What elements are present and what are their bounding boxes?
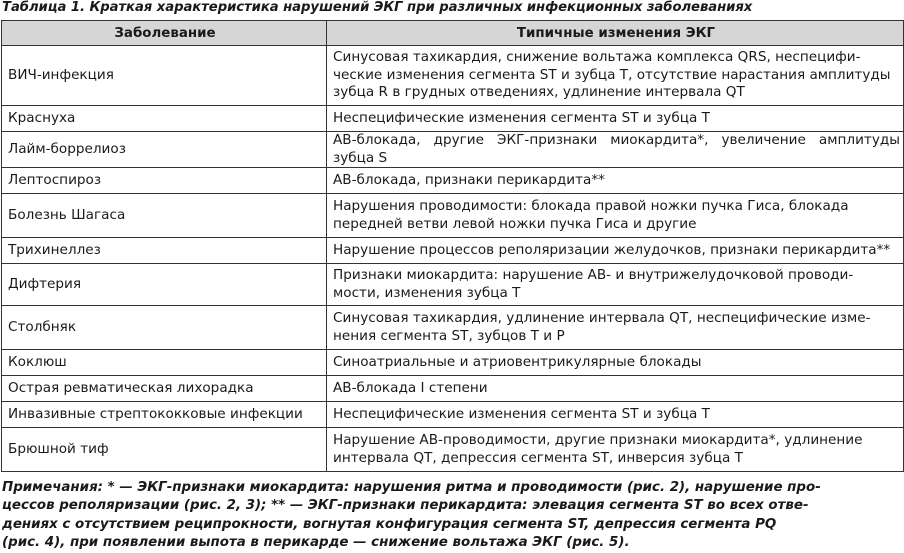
notes-line: цессов реполяризации (рис. 2, 3); ** — ЭКГ-признаки перикардита: элевация сегмента ST во всех отве- — [2, 498, 809, 514]
ekg-changes-line: АВ-блокада, другие ЭКГ-признаки миокардита*, увеличение амплитуды зубца S — [333, 132, 900, 166]
disease-cell: Дифтерия — [2, 264, 327, 306]
header-disease: Заболевание — [2, 21, 327, 46]
ekg-changes-cell — [327, 132, 904, 168]
ekg-changes-line: Неспецифические изменения сегмента ST и зубца T — [333, 109, 710, 126]
ekg-changes-line: АВ-блокада I степени — [333, 379, 488, 396]
table-row — [2, 306, 904, 350]
table-title: Таблица 1. Краткая характеристика нарушений ЭКГ при различных инфекционных заболеваниях — [2, 0, 753, 15]
disease-cell: Инвазивные стрептококковые инфекции — [2, 402, 327, 428]
table-row — [2, 46, 904, 106]
ekg-changes-cell — [327, 264, 904, 306]
ekg-changes-line: Признаки миокардита: нарушение АВ- и внутрижелудочковой проводи- — [333, 267, 854, 284]
ekg-changes-cell — [327, 428, 904, 472]
table-row — [2, 402, 904, 428]
table-row — [2, 168, 904, 194]
ekg-table — [1, 20, 904, 472]
ekg-changes-cell — [327, 376, 904, 402]
header-changes: Типичные изменения ЭКГ — [327, 21, 904, 46]
disease-cell: Лайм-боррелиоз — [2, 132, 327, 168]
ekg-changes-line: Нарушения проводимости: блокада правой ножки пучка Гиса, блокада — [333, 198, 849, 215]
table-body — [2, 46, 904, 472]
ekg-changes-cell — [327, 238, 904, 264]
table-row — [2, 376, 904, 402]
disease-cell: Столбняк — [2, 306, 327, 350]
table-notes — [2, 479, 900, 552]
ekg-changes-line: Синоатриальные и атриовентрикулярные блокады — [333, 353, 702, 370]
notes-line: дениях с отсутствием реципрокности, вогнутая конфигурация сегмента ST, депрессия сегмента PQ — [2, 516, 777, 532]
disease-cell: Трихинеллез — [2, 238, 327, 264]
ekg-changes-line: Синусовая тахикардия, снижение вольтажа комплекса QRS, неспецифи- — [333, 49, 861, 66]
ekg-changes-line: зубца R в грудных отведениях, удлинение интервала QT — [333, 84, 745, 101]
ekg-changes-line: передней ветви левой ножки пучка Гиса и другие — [333, 215, 697, 232]
disease-cell: Болезнь Шагаса — [2, 194, 327, 238]
disease-cell: Брюшной тиф — [2, 428, 327, 472]
table-row — [2, 238, 904, 264]
disease-cell: Острая ревматическая лихорадка — [2, 376, 327, 402]
table-row — [2, 194, 904, 238]
table-row — [2, 428, 904, 472]
ekg-changes-cell — [327, 46, 904, 106]
ekg-changes-cell — [327, 106, 904, 132]
ekg-changes-line: мости, изменения зубца T — [333, 284, 521, 301]
ekg-changes-line: интервала QT, депрессия сегмента ST, инверсия зубца T — [333, 449, 743, 466]
ekg-changes-line: ческие изменения сегмента ST и зубца T, отсутствие нарастания амплитуды — [333, 66, 891, 83]
ekg-changes-cell — [327, 168, 904, 194]
table-row — [2, 132, 904, 168]
notes-line: Примечания: * — ЭКГ-признаки миокардита: нарушения ритма и проводимости (рис. 2), нарушение про- — [2, 480, 821, 495]
table-row — [2, 350, 904, 376]
disease-cell: Лептоспироз — [2, 168, 327, 194]
ekg-changes-line: Неспецифические изменения сегмента ST и зубца T — [333, 405, 710, 422]
ekg-changes-line: Нарушение процессов реполяризации желудочков, признаки перикардита** — [333, 241, 891, 258]
notes-line: (рис. 4), при появлении выпота в перикарде — снижение вольтажа ЭКГ (рис. 5). — [2, 534, 630, 550]
disease-cell: Краснуха — [2, 106, 327, 132]
disease-cell: Коклюш — [2, 350, 327, 376]
table-row — [2, 264, 904, 306]
ekg-changes-cell — [327, 306, 904, 350]
table-row — [2, 106, 904, 132]
ekg-changes-cell — [327, 402, 904, 428]
ekg-changes-cell — [327, 350, 904, 376]
ekg-changes-line: нения сегмента ST, зубцов T и P — [333, 327, 565, 344]
ekg-changes-cell — [327, 194, 904, 238]
ekg-changes-line: Синусовая тахикардия, удлинение интервала QT, неспецифические изме- — [333, 310, 871, 327]
ekg-changes-line: Нарушение АВ-проводимости, другие признаки миокардита*, удлинение — [333, 432, 863, 449]
disease-cell: ВИЧ-инфекция — [2, 46, 327, 106]
table-header-row — [2, 21, 904, 46]
ekg-changes-line: АВ-блокада, признаки перикардита** — [333, 171, 605, 188]
